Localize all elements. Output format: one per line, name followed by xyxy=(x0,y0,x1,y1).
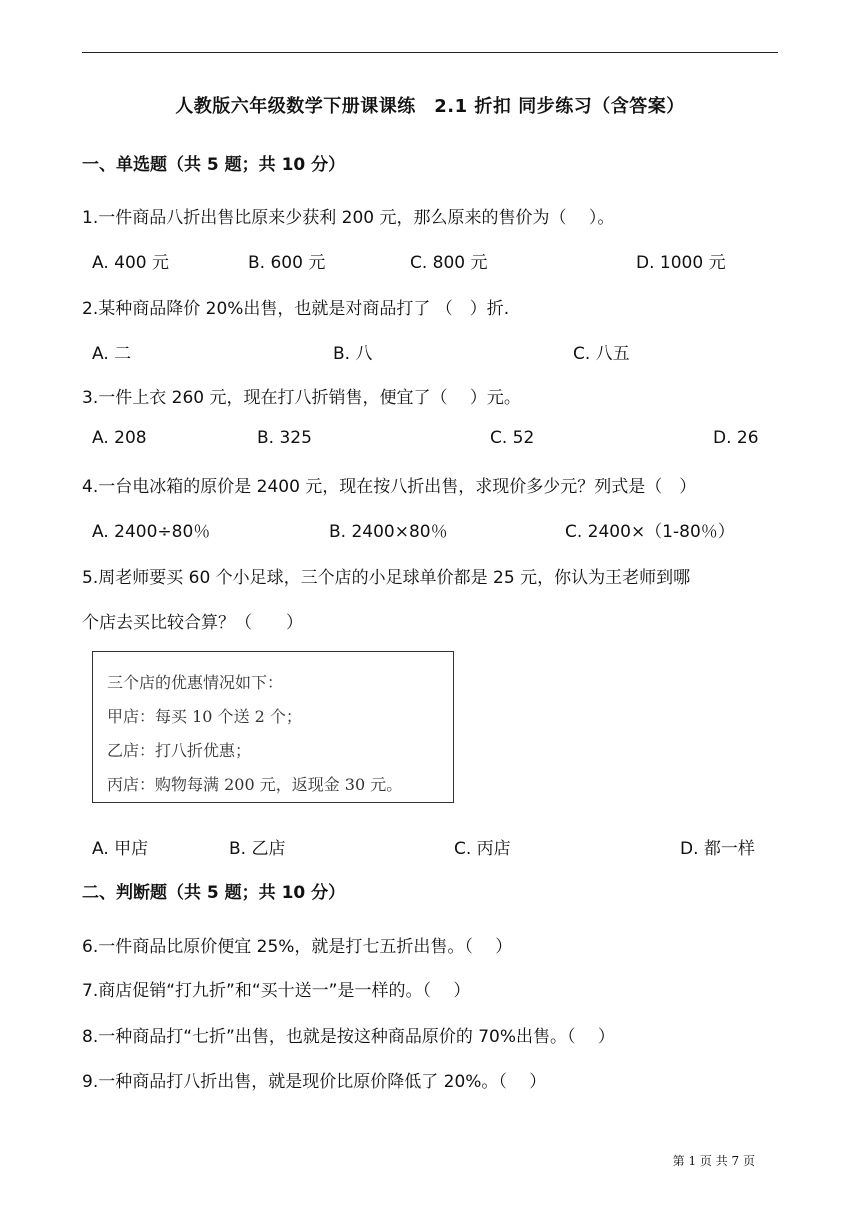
q1-option-a: A. 400 元 xyxy=(92,253,169,273)
box-line-intro: 三个店的优惠情况如下： xyxy=(107,673,284,692)
q3-option-a: A. 208 xyxy=(92,428,147,448)
page-number: 第 1 页 共 7 页 xyxy=(672,1154,755,1168)
q3-option-c: C. 52 xyxy=(490,428,535,448)
box-line-store-bing: 丙店：购物每满 200 元，返现金 30 元。 xyxy=(107,775,403,794)
q5-option-d: D. 都一样 xyxy=(680,839,755,859)
q4-option-b: B. 2400×80％ xyxy=(329,522,448,542)
q5-option-c: C. 丙店 xyxy=(454,839,511,859)
q1-option-b: B. 600 元 xyxy=(248,253,326,273)
q4-option-c: C. 2400×（1-80％） xyxy=(565,522,735,542)
question-8: 8.一种商品打“七折”出售，也就是按这种商品原价的 70%出售。（ ） xyxy=(82,1027,615,1047)
q3-option-b: B. 325 xyxy=(257,428,312,448)
question-3: 3.一件上衣 260 元，现在打八折销售，便宜了（ ）元。 xyxy=(82,388,521,408)
q2-option-b: B. 八 xyxy=(333,344,373,364)
page-title: 人教版六年级数学下册课课练 2.1 折扣 同步练习（含答案） xyxy=(175,96,685,117)
question-5-continued: 个店去买比较合算？（ ） xyxy=(82,613,303,633)
q2-option-c: C. 八五 xyxy=(573,344,630,364)
q4-option-a: A. 2400÷80％ xyxy=(92,522,211,542)
q5-option-a: A. 甲店 xyxy=(92,839,149,859)
section-heading-true-false: 二、判断题（共 5 题；共 10 分） xyxy=(82,883,346,903)
section-heading-single-choice: 一、单选题（共 5 题；共 10 分） xyxy=(82,155,346,175)
question-1: 1.一件商品八折出售比原来少获利 200 元，那么原来的售价为（ ）。 xyxy=(82,208,615,228)
question-5: 5.周老师要买 60 个小足球，三个店的小足球单价都是 25 元，你认为王老师到哪 xyxy=(82,568,691,588)
question-7: 7.商店促销“打九折”和“买十送一”是一样的。（ ） xyxy=(82,981,471,1001)
question-9: 9.一种商品打八折出售，就是现价比原价降低了 20%。（ ） xyxy=(82,1072,547,1092)
header-rule xyxy=(82,52,778,53)
box-line-store-jia: 甲店：每买 10 个送 2 个； xyxy=(107,707,302,726)
q2-option-a: A. 二 xyxy=(92,344,132,364)
question-4: 4.一台电冰箱的原价是 2400 元，现在按八折出售，求现价多少元？列式是（ ） xyxy=(82,477,697,497)
q1-option-d: D. 1000 元 xyxy=(636,253,726,273)
question-2: 2.某种商品降价 20%出售，也就是对商品打了 （ ）折. xyxy=(82,299,510,319)
q3-option-d: D. 26 xyxy=(713,428,759,448)
discount-info-box xyxy=(92,651,454,803)
question-6: 6.一件商品比原价便宜 25%，就是打七五折出售。（ ） xyxy=(82,937,513,957)
q5-option-b: B. 乙店 xyxy=(229,839,286,859)
q1-option-c: C. 800 元 xyxy=(410,253,488,273)
box-line-store-yi: 乙店：打八折优惠； xyxy=(107,741,252,760)
